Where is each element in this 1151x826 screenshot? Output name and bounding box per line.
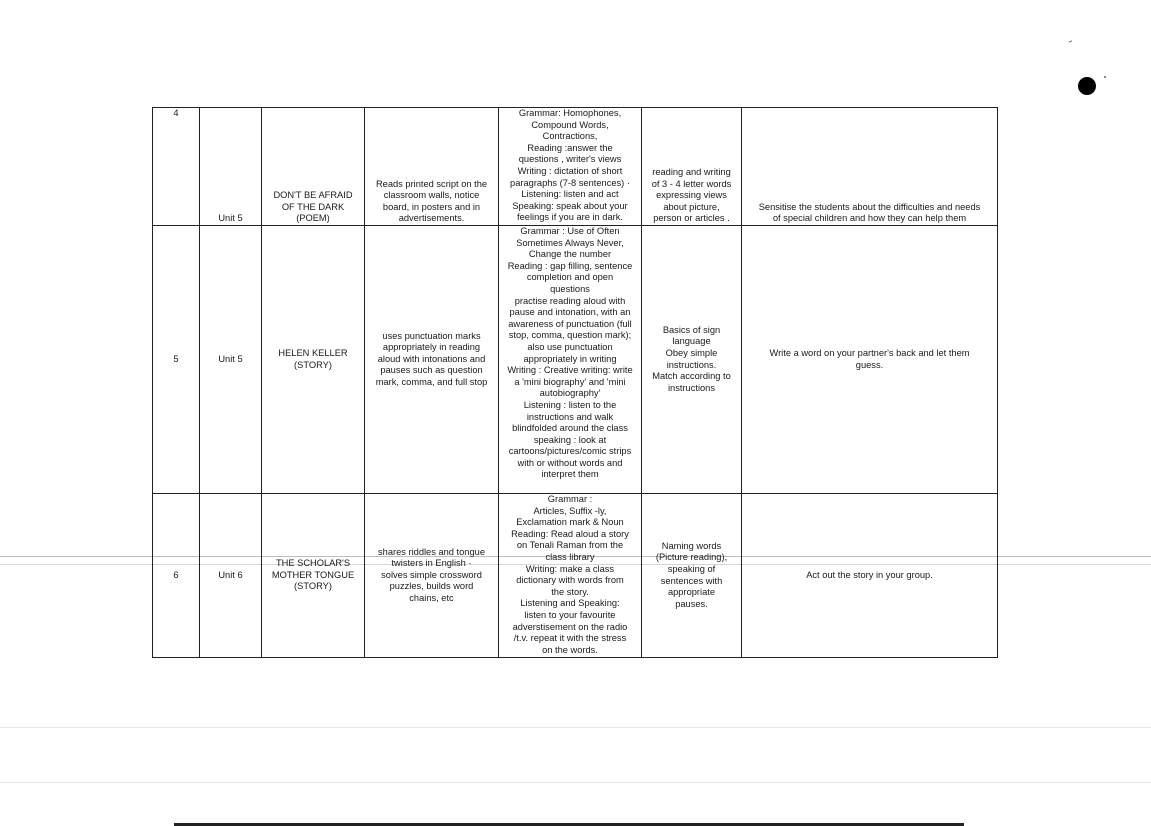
table-row (153, 108, 998, 226)
special-needs: Basics of sign language Obey simple instructions. Match according to instructions (642, 226, 742, 494)
lesson-title: THE SCHOLAR'S MOTHER TONGUE (STORY) (262, 494, 365, 658)
extension-activity: Act out the story in your group. (742, 494, 998, 658)
activities: Grammar : Use of Often Sometimes Always Never, Change the number Reading : gap filling, sentence completion and open questions practise reading aloud with pause and intonation, with an awareness of punctuation (full stop, comma, question mark); also use punctuation appropriately in writing Writing : Creative writing: write a 'mini biography' and 'mini autobiography' Listening : listen to the instructions and walk blindfolded around the class speaking : look at cartoons/pictures/comic strips with or without words and interpret them (499, 226, 642, 494)
special-needs: Naming words (Picture reading), speaking of sentences with appropriate pauses. (642, 494, 742, 658)
table-row (153, 494, 998, 658)
unit-cell: Unit 6 (200, 494, 262, 658)
row-number: 5 (153, 226, 200, 494)
unit-cell: Unit 5 (200, 108, 262, 226)
activities: Grammar : Articles, Suffix -ly, Exclamation mark & Noun Reading: Read aloud a story on Tenali Raman from the class library Writing: make a class dictionary with words from the story. Listening and Speaking: listen to your favourite adverstisement on the radio /t.v. repeat it with the stress on the words. (499, 494, 642, 658)
activities: Grammar: Homophones, Compound Words, Contractions, Reading :answer the questions , writer's views Writing : dictation of short paragraphs (7-8 sentences) · Listening: listen and act Speaking: speak about your feelings if you are in dark. (499, 108, 642, 226)
special-needs: reading and writing of 3 - 4 letter words expressing views about picture, person or articles . (642, 108, 742, 226)
learning-outcome: shares riddles and tongue twisters in English · solves simple crossword puzzles, builds word chains, etc (365, 494, 499, 658)
row-number: 6 (153, 494, 200, 658)
ink-dot-mark (1078, 77, 1096, 95)
learning-outcome: uses punctuation marks appropriately in reading aloud with intonations and pauses such as question mark, comma, and full stop (365, 226, 499, 494)
row-number: 4 (153, 108, 200, 226)
extension-activity: Write a word on your partner's back and let them guess. (742, 226, 998, 494)
curriculum-table (152, 107, 998, 658)
scan-artifact-line (0, 727, 1151, 728)
scan-artifact-line (0, 782, 1151, 783)
extension-activity: Sensitise the students about the difficulties and needs of special children and how they can help them (742, 108, 998, 226)
scan-speck (1069, 40, 1072, 42)
lesson-title: DON'T BE AFRAID OF THE DARK (POEM) (262, 108, 365, 226)
table-row (153, 226, 998, 494)
scan-speck (1104, 76, 1106, 78)
learning-outcome: Reads printed script on the classroom walls, notice board, in posters and in advertisements. (365, 108, 499, 226)
unit-cell: Unit 5 (200, 226, 262, 494)
lesson-title: HELEN KELLER (STORY) (262, 226, 365, 494)
